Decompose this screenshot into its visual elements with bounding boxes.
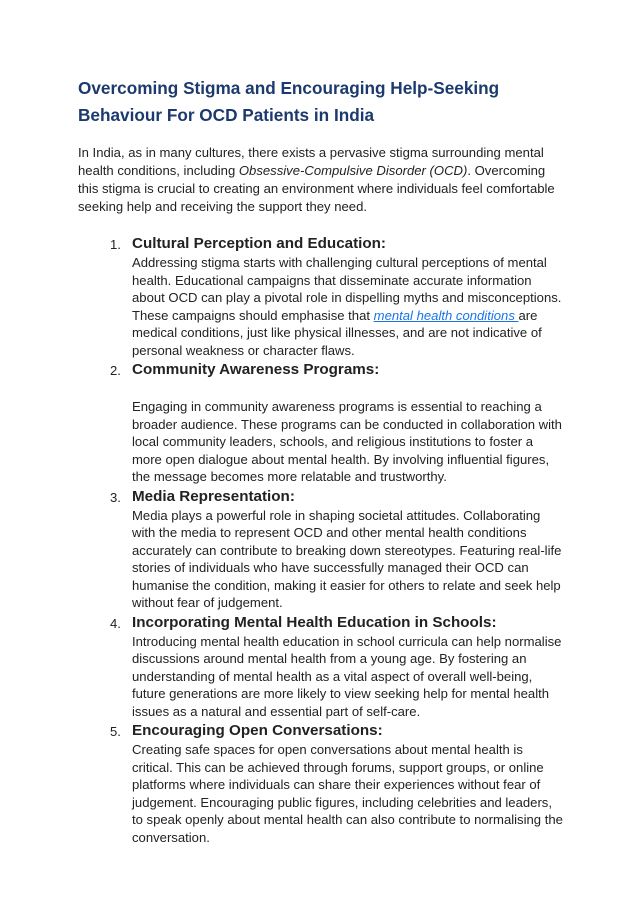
section-body-text: are medical conditions, just like physical illnesses, and are not indicative of personal weakness or character flaws.: [132, 307, 542, 358]
section-number: 5.: [110, 724, 121, 739]
section-body-text: Addressing stigma starts with challenging cultural perceptions of mental health. Educational campaigns that disseminate accurate information about OCD can play a pivotal role in dispelling myths and misconceptions. These campaigns should emphasise that: [132, 255, 562, 323]
section-body: Introducing mental health education in school curricula can help normalise discussions around mental health from a young age. By fostering an understanding of mental health as a vital aspect of overall well-being, future generations are more likely to view seeking help for mental health issues as a natural and essential part of self-care.: [132, 633, 562, 719]
section-heading: Encouraging Open Conversations:: [132, 722, 383, 739]
section-body: Media plays a powerful role in shaping societal attitudes. Collaborating with the media to represent OCD and other mental health conditions accurately can contribute to breaking down stereotypes. Featuring real-life stories of individuals who have successfully managed their OCD can humanise the condition, making it easier for others to relate and seek help without fear of judgement.: [132, 507, 562, 610]
section-number: 3.: [110, 489, 121, 505]
section-number: 2.: [110, 363, 121, 378]
section-item: [78, 612, 564, 721]
sections-list: [78, 233, 564, 846]
section-heading: Media Representation:: [132, 487, 295, 505]
section-body: [132, 254, 564, 359]
section-body: Engaging in community awareness programs is essential to reaching a broader audience. These programs can be conducted in collaboration with local community leaders, schools, and religious institutions to foster a more open dialogue about mental health. By involving influential figures, the message becomes more relatable and trustworthy.: [132, 399, 562, 484]
intro-text-end: . Overcoming this stigma is crucial to creating an environment where individuals feel comfortable seeking help and receiving the support they need.: [78, 163, 555, 214]
section-number: 4.: [110, 615, 121, 631]
intro-text-start: In India, as in many cultures, there exists a pervasive stigma surrounding mental health conditions, including: [78, 145, 544, 178]
section-heading: Incorporating Mental Health Education in Schools:: [132, 613, 497, 631]
document-title: Overcoming Stigma and Encouraging Help-Seeking Behaviour For OCD Patients in India: [78, 78, 500, 125]
section-heading: Cultural Perception and Education:: [132, 235, 386, 252]
section-item: [78, 720, 564, 846]
section-item: [78, 359, 564, 486]
section-heading: Community Awareness Programs:: [132, 361, 380, 378]
section-body: Creating safe spaces for open conversations about mental health is critical. This can be achieved through forums, support groups, or online platforms where individuals can share their experiences without fear of judgement. Encouraging public figures, including celebrities and leaders, to speak openly about mental health can also contribute to normalising the conversation.: [132, 742, 563, 845]
section-item: [78, 233, 564, 359]
intro-emphasis: Obsessive-Compulsive Disorder (OCD): [238, 163, 468, 178]
mental-health-conditions-link[interactable]: mental health conditions: [373, 307, 519, 323]
section-number: 1.: [110, 237, 121, 252]
intro-paragraph: [78, 144, 564, 216]
section-item: [78, 486, 564, 612]
